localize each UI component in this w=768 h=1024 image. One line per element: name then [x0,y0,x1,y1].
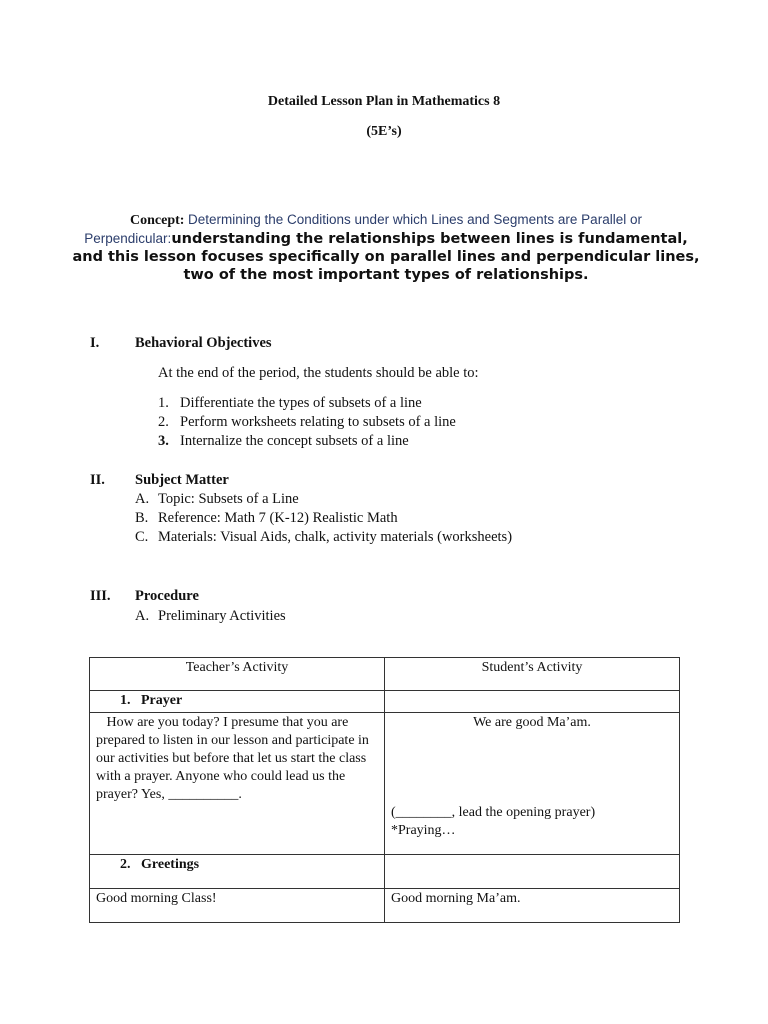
table-row-prayer-label [90,691,680,713]
objective-item-number: 3. [158,433,169,449]
activities-table [89,657,680,923]
concept-label: Concept: [130,213,188,228]
prayer-student-response: We are good Ma’am. [473,715,591,730]
subject-item-letter: A. [135,491,150,507]
section-heading-subject: Subject Matter [135,472,229,488]
section-numeral-objectives: I. [90,335,100,351]
procedure-sub-text: Preliminary Activities [158,608,286,624]
empty-cell [385,691,680,713]
subject-item-text: Reference: Math 7 (K-12) Realistic Math [158,510,398,526]
objective-item-text: Differentiate the types of subsets of a line [180,395,422,411]
concept-text: understanding the relationships between lines is fundamental, and this lesson focuses specifically on parallel lines and perpendicular lines, two of the most important types of relationships. [72,231,700,283]
concept-paragraph [70,211,702,284]
objectives-intro: At the end of the period, the students should be able to: [158,365,479,381]
table-row-greetings-label [90,855,680,889]
subject-item-text: Materials: Visual Aids, chalk, activity materials (worksheets) [158,529,513,545]
document-title: Detailed Lesson Plan in Mathematics 8 [267,94,501,109]
objective-item-number: 2. [158,414,169,430]
table-header-row [90,658,680,691]
section-numeral-subject: II. [90,472,105,488]
subject-item-letter: C. [135,529,149,545]
subject-item-letter: B. [135,510,149,526]
prayer-student-praying: *Praying… [391,823,456,838]
teacher-activity-header: Teacher’s Activity [90,658,385,691]
procedure-sub-letter: A. [135,608,150,624]
concept-topic: Determining the Conditions under which Lines and Segments are Parallel or Perpendicular: [84,212,642,246]
table-row-greetings [90,889,680,923]
student-activity-header: Student’s Activity [385,658,680,691]
objective-item-number: 1. [158,395,169,411]
subject-item-text: Topic: Subsets of a Line [158,491,299,507]
prayer-student-cell [385,713,680,855]
table-row-prayer [90,713,680,855]
document-subtitle: (5E’s) [366,124,402,139]
greet-student-cell: Good morning Ma’am. [385,889,680,923]
prayer-student-action: (________, lead the opening prayer) [391,805,596,820]
objective-item-text: Internalize the concept subsets of a line [180,433,409,449]
prayer-teacher-cell: How are you today? I presume that you are prepared to listen in our lesson and participate in our activities but before that let us start the class with a prayer. Anyone who could lead us the prayer? Yes, __________. [90,713,385,855]
empty-cell [385,855,680,889]
greet-teacher-cell: Good morning Class! [90,889,385,923]
objective-item-text: Perform worksheets relating to subsets of a line [180,414,456,430]
prayer-label-cell: 1. Prayer [90,691,385,713]
greetings-label-cell: 2. Greetings [90,855,385,889]
section-heading-objectives: Behavioral Objectives [135,335,272,351]
section-heading-procedure: Procedure [135,588,199,604]
section-numeral-procedure: III. [90,588,111,604]
